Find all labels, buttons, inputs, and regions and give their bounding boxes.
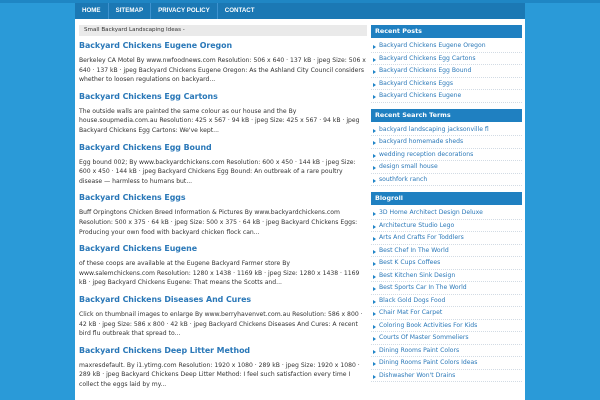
- post-title-link[interactable]: Backyard Chickens Diseases And Cures: [79, 294, 252, 304]
- blogroll-link[interactable]: Dining Rooms Paint Colors Ideas: [371, 357, 522, 370]
- recent-post-link[interactable]: Backyard Chickens Eugene: [371, 90, 522, 103]
- post-item: [79, 346, 367, 390]
- main-content: [79, 25, 367, 396]
- post-excerpt: maxresdefault. By i1.ytimg.com Resolution: 1920 x 1080 · 289 kB · jpeg Size: 1920 x 1080 · 289 kB · jpeg Backyard Chickens Deep Litter Method: I feel such satisfaction every time I collect the eggs laid by my...: [79, 361, 360, 388]
- nav-sitemap[interactable]: SITEMAP: [108, 3, 151, 19]
- post-item: [79, 244, 367, 288]
- search-term-link[interactable]: southfork ranch: [371, 174, 522, 187]
- sidebar: [371, 25, 522, 388]
- nav-contact[interactable]: CONTACT: [217, 3, 262, 19]
- post-item: [79, 295, 367, 339]
- blogroll-link[interactable]: Black Gold Dogs Food: [371, 295, 522, 308]
- post-excerpt: Berkeley CA Motel By www.nwfoodnews.com Resolution: 506 x 640 · 137 kB · jpeg Size: 506 x 640 · 137 kB · jpeg Backyard Chickens Eugene Oregon: As the Ashland City Council considers whether to loosen regulations on backyard...: [79, 57, 366, 84]
- search-term-link[interactable]: backyard homemade sheds: [371, 136, 522, 149]
- main-nav: [75, 3, 525, 19]
- post-item: [79, 41, 367, 85]
- blogroll-link[interactable]: Coloring Book Activities For Kids: [371, 320, 522, 333]
- blogroll-link[interactable]: Dining Rooms Paint Colors: [371, 345, 522, 358]
- recent-post-link[interactable]: Backyard Chickens Egg Bound: [371, 65, 522, 78]
- search-term-link[interactable]: wedding reception decorations: [371, 149, 522, 162]
- post-excerpt: Buff Orpingtons Chicken Breed Information & Pictures By www.backyardchickens.com Resolution: 500 x 375 · 64 kB · jpeg Size: 500 x 375 · 64 kB · jpeg Backyard Chickens Eggs: Producing your own food with backyard chicken flock can...: [79, 209, 358, 236]
- blogroll-link[interactable]: Best Chef In The World: [371, 245, 522, 258]
- post-excerpt: Egg bound 002; By www.backyardchickens.com Resolution: 600 x 450 · 144 kB · jpeg Size: 600 x 450 · 144 kB · jpeg Backyard Chickens Egg Bound: An outbreak of a rare poultry disease — harmless to humans but...: [79, 158, 356, 185]
- blogroll-link[interactable]: Best Sports Car In The World: [371, 282, 522, 295]
- search-term-link[interactable]: backyard landscaping jacksonville fl: [371, 124, 522, 137]
- post-item: [79, 92, 367, 136]
- blogroll-link[interactable]: Dishwasher Won't Drains: [371, 370, 522, 383]
- post-item: [79, 143, 367, 187]
- widget-recent-posts: [371, 25, 522, 103]
- post-item: [79, 193, 367, 237]
- post-title-link[interactable]: Backyard Chickens Deep Litter Method: [79, 345, 251, 355]
- blogroll-link[interactable]: Best Kitchen Sink Design: [371, 270, 522, 283]
- nav-privacy-policy[interactable]: PRIVACY POLICY: [150, 3, 217, 19]
- post-excerpt: of these coops are available at the Eugene Backyard Farmer store By www.salemchickens.com Resolution: 1280 x 1438 · 1169 kB · jpeg Size: 1280 x 1438 · 1169 kB · jpeg Backyard Chickens Eugene: That means the Scotts and...: [79, 260, 360, 287]
- blogroll-link[interactable]: Best K Cups Coffees: [371, 257, 522, 270]
- search-term-link[interactable]: design small house: [371, 161, 522, 174]
- breadcrumb: Small Backyard Landscaping Ideas -: [79, 25, 367, 36]
- post-title-link[interactable]: Backyard Chickens Eugene Oregon: [79, 41, 233, 50]
- nav-home[interactable]: HOME: [82, 7, 101, 14]
- post-title-link[interactable]: Backyard Chickens Egg Cartons: [79, 91, 218, 101]
- post-title-link[interactable]: Backyard Chickens Eggs: [79, 193, 186, 203]
- blogroll-link[interactable]: Chair Mat For Carpet: [371, 307, 522, 320]
- widget-recent-search-terms: [371, 109, 522, 187]
- blogroll-link[interactable]: Arts And Crafts For Toddlers: [371, 232, 522, 245]
- blogroll-link[interactable]: Architecture Studio Lego: [371, 220, 522, 233]
- widget-blogroll: [371, 192, 522, 382]
- post-excerpt: The outside walls are painted the same colour as our house and the By house.soupmedia.com.au Resolution: 425 x 567 · 94 kB · jpeg Size: 425 x 567 · 94 kB · jpeg Backyard Chickens Egg Cartons: We've kept...: [79, 107, 360, 134]
- recent-post-link[interactable]: Backyard Chickens Egg Cartons: [371, 53, 522, 66]
- blogroll-link[interactable]: 3D Home Architect Design Deluxe: [371, 207, 522, 220]
- widget-title: Blogroll: [371, 192, 522, 205]
- post-excerpt: Click on thumbnail images to enlarge By www.berryhavenvet.com.au Resolution: 586 x 800 · 42 kB · jpeg Size: 586 x 800 · 42 kB · jpeg Backyard Chickens Diseases And Cures: A recent bird flu outbreak that spread to...: [79, 310, 363, 338]
- widget-title: Recent Posts: [371, 25, 522, 38]
- post-title-link[interactable]: Backyard Chickens Egg Bound: [79, 142, 212, 152]
- post-title-link[interactable]: Backyard Chickens Eugene: [79, 244, 198, 254]
- blogroll-link[interactable]: Courts Of Master Sommeliers: [371, 332, 522, 345]
- recent-post-link[interactable]: Backyard Chickens Eggs: [371, 78, 522, 91]
- widget-title: Recent Search Terms: [371, 109, 522, 122]
- page-container: [75, 19, 525, 400]
- recent-post-link[interactable]: Backyard Chickens Eugene Oregon: [371, 40, 522, 53]
